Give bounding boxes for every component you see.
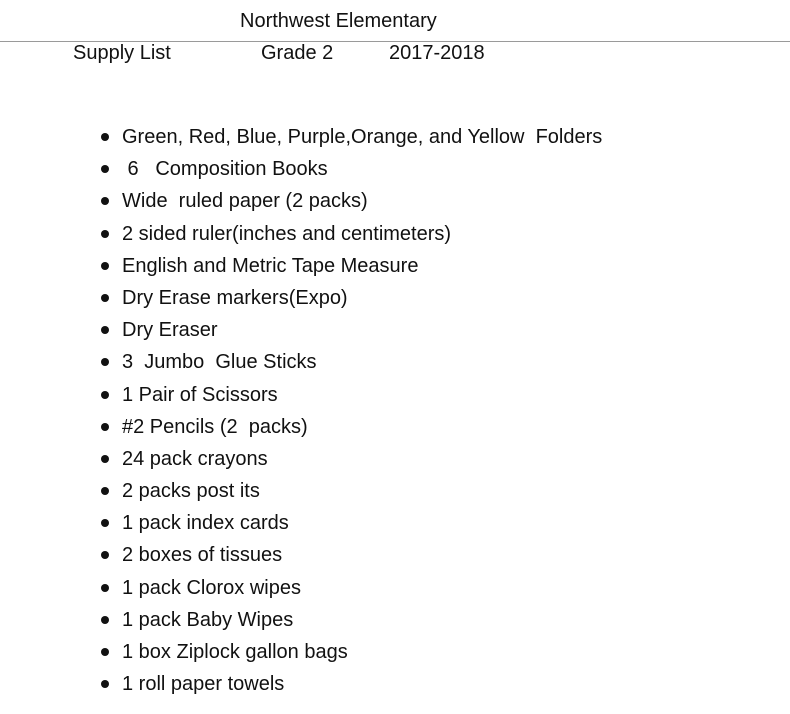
list-item-text: #2 Pencils (2 packs) — [122, 415, 308, 438]
list-item-text: 1 pack index cards — [122, 512, 289, 535]
supply-list-title: Supply List — [73, 42, 171, 64]
list-item — [0, 380, 602, 412]
list-item — [0, 476, 602, 508]
bullet-icon — [101, 584, 109, 592]
list-item — [0, 283, 602, 315]
list-item-text: English and Metric Tape Measure — [122, 254, 419, 277]
list-item-text: 24 pack crayons — [122, 447, 268, 470]
list-item-text: Wide ruled paper (2 packs) — [122, 190, 368, 213]
bullet-icon — [101, 230, 109, 238]
list-item — [0, 154, 602, 186]
bullet-icon — [101, 262, 109, 270]
bullet-icon — [101, 423, 109, 431]
list-item — [0, 186, 602, 218]
list-item-text: Dry Erase markers(Expo) — [122, 286, 348, 309]
list-item — [0, 669, 602, 701]
bullet-icon — [101, 648, 109, 656]
list-item — [0, 637, 602, 669]
bullet-icon — [101, 519, 109, 527]
list-item-text: 6 Composition Books — [122, 158, 328, 181]
list-item — [0, 605, 602, 637]
bullet-icon — [101, 680, 109, 688]
grade-label: Grade 2 — [261, 42, 334, 64]
list-item — [0, 540, 602, 572]
list-item-text: 1 pack Baby Wipes — [122, 608, 294, 631]
list-item — [0, 573, 602, 605]
bullet-icon — [101, 487, 109, 495]
list-item — [0, 251, 602, 283]
list-item-text: Dry Eraser — [122, 319, 218, 342]
list-item-text: 1 roll paper towels — [122, 673, 285, 696]
list-item-text: 2 sided ruler(inches and centimeters) — [122, 222, 452, 245]
list-item — [0, 412, 602, 444]
list-item — [0, 122, 602, 154]
list-item-text: 3 Jumbo Glue Sticks — [122, 351, 317, 374]
list-item — [0, 444, 602, 476]
bullet-icon — [101, 551, 109, 559]
bullet-icon — [101, 326, 109, 334]
bullet-icon — [101, 358, 109, 366]
bullet-icon — [101, 133, 109, 141]
list-item — [0, 219, 602, 251]
list-item-text: 2 packs post its — [122, 480, 260, 503]
list-item — [0, 347, 602, 379]
list-item-text: 1 pack Clorox wipes — [122, 576, 301, 599]
school-year: 2017-2018 — [389, 42, 485, 64]
bullet-icon — [101, 391, 109, 399]
list-item — [0, 315, 602, 347]
supply-list — [0, 122, 602, 701]
list-item-text: Green, Red, Blue, Purple,Orange, and Yellow Folders — [122, 126, 603, 148]
bullet-icon — [101, 197, 109, 205]
bullet-icon — [101, 616, 109, 624]
list-item — [0, 508, 602, 540]
list-item-text: 2 boxes of tissues — [122, 544, 283, 567]
bullet-icon — [101, 294, 109, 302]
list-item-text: 1 box Ziplock gallon bags — [122, 641, 348, 663]
bullet-icon — [101, 455, 109, 463]
list-item-text: 1 Pair of Scissors — [122, 383, 278, 406]
bullet-icon — [101, 165, 109, 173]
school-name: Northwest Elementary — [240, 10, 437, 32]
